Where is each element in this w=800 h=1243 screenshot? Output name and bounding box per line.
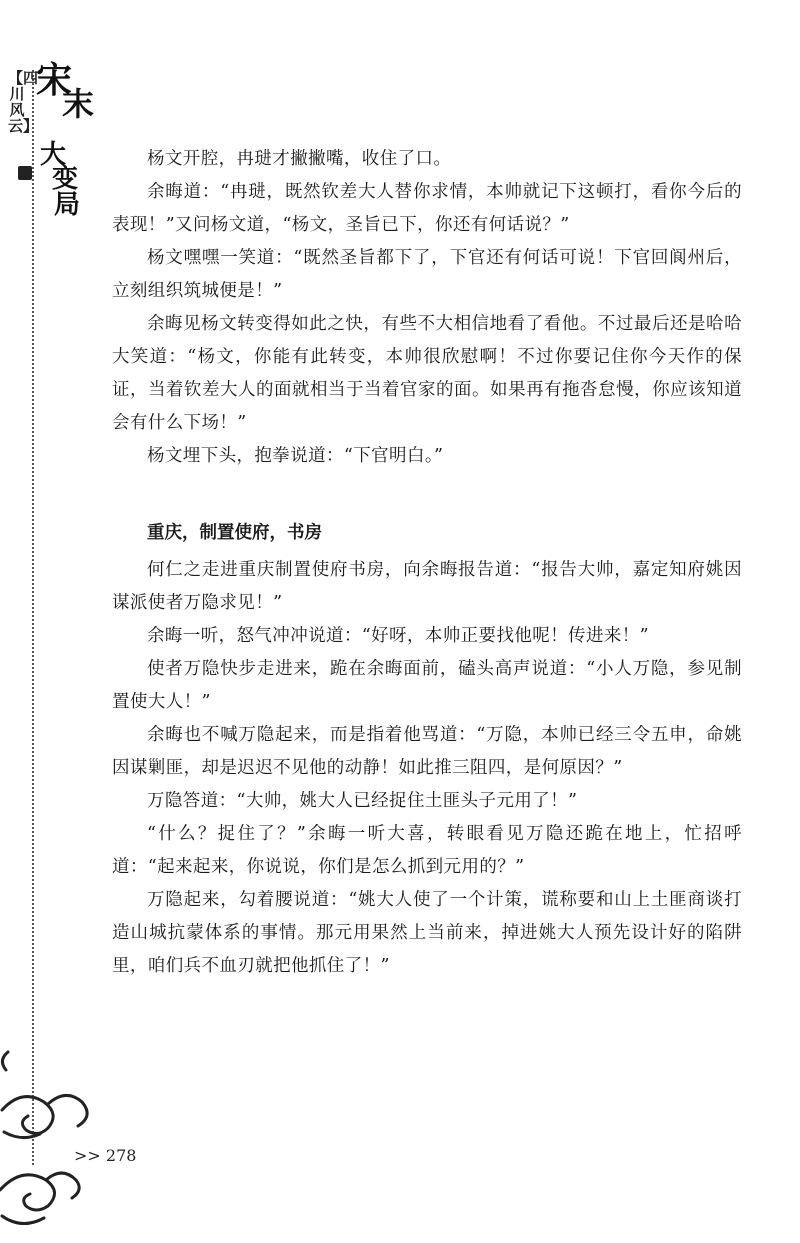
margin-dotted-rule [32, 70, 34, 1165]
book-title-char: 局 [54, 190, 81, 220]
book-title [36, 59, 96, 220]
paragraph: 使者万隐快步走进来，跪在余晦面前，磕头高声说道：“小人万隐，参见制置使大人！” [112, 659, 742, 712]
paragraph: 万隐答道：“大帅，姚大人已经捉住土匪头子元用了！” [147, 791, 578, 811]
paragraph: 余晦一听，怒气冲冲说道：“好呀，本帅正要找他呢！传进来！” [147, 626, 649, 646]
paragraph: 余晦见杨文转变得如此之快，有些不大相信地看了看他。不过最后还是哈哈大笑道：“杨文，你能有此转变，本帅很欣慰啊！不过你要记住你今天作的保证，当着钦差大人的面就相当于当着官家的面。如果再有拖沓怠慢，你应该知道会有什么下场！” [112, 314, 742, 433]
book-title-char: 宋 [36, 59, 73, 101]
section-heading: 重庆，制置使府，书房 [147, 523, 322, 543]
body-text [112, 143, 742, 983]
paragraph: 杨文埋下头，抱拳说道：“下官明白。” [147, 446, 444, 466]
page-number: >> 278 [74, 1146, 137, 1165]
seal-stamp-icon [18, 166, 32, 180]
paragraph: 何仁之走进重庆制置使府书房，向余晦报告道：“报告大帅，嘉定知府姚因谋派使者万隐求见！” [112, 560, 742, 613]
book-title-char: 末 [62, 85, 95, 123]
paragraph: 余晦道：“冉琎，既然钦差大人替你求情，本帅就记下这顿打，看你今后的表现！”又问杨文道，“杨文，圣旨已下，你还有何话说？” [112, 182, 742, 235]
book-title-char: 变 [52, 164, 79, 194]
paragraph: 万隐起来，勾着腰说道：“姚大人使了一个计策，谎称要和山上土匪商谈打造山城抗蒙体系的事情。那元用果然上当前来，掉进姚大人预先设计好的陷阱里，咱们兵不血刃就把他抓住了！” [112, 890, 742, 976]
paragraph: 余晦也不喊万隐起来，而是指着他骂道：“万隐，本帅已经三令五申，命姚因谋剿匪，却是迟迟不见他的动静！如此推三阻四，是何原因？” [112, 725, 742, 778]
book-title-char: 大 [40, 140, 67, 170]
paragraph: 杨文嘿嘿一笑道：“既然圣旨都下了，下官还有何话可说！下官回阆州后，立刻组织筑城便是！” [112, 248, 742, 301]
paragraph: “什么？捉住了？”余晦一听大喜，转眼看见万隐还跪在地上，忙招呼道：“起来起来，你说说，你们是怎么抓到元用的？” [112, 824, 742, 877]
cloud-ornament-icon [0, 1040, 100, 1243]
paragraph: 杨文开腔，冉琎才撇撇嘴，收住了口。 [147, 149, 452, 169]
series-label: 【四川风云】 [8, 69, 39, 135]
